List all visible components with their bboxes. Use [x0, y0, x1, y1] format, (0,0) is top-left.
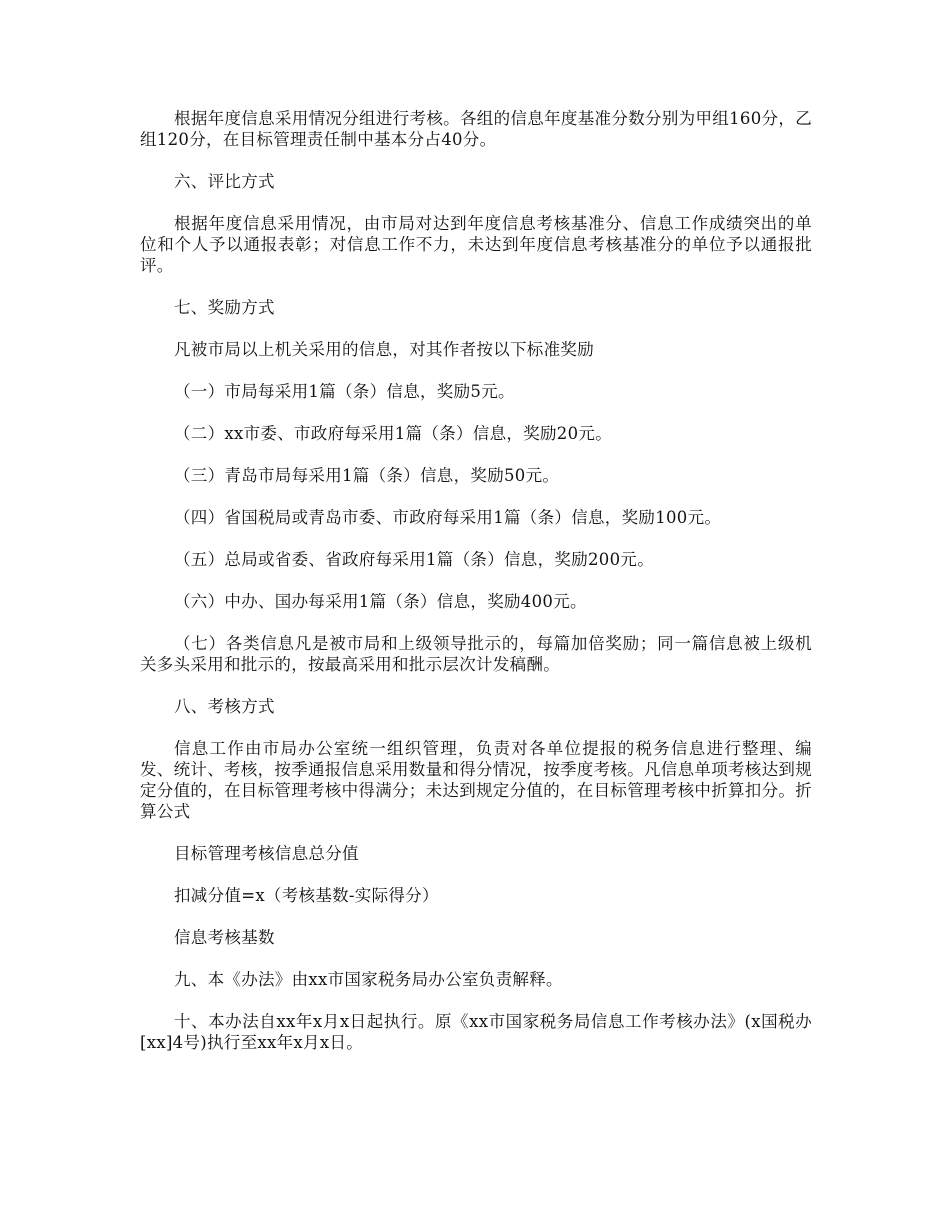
paragraph-assessment: 信息工作由市局办公室统一组织管理，负责对各单位提报的税务信息进行整理、编发、统计、考核，按季通报信息采用数量和得分情况，按季度考核。凡信息单项考核达到规定分值的，在目标管理考核中得满分；未达到规定分值的，在目标管理考核中折算扣分。折算公式 — [140, 739, 812, 821]
formula-total-score: 目标管理考核信息总分值 — [174, 844, 359, 863]
heading-reward-method: 七、奖励方式 — [174, 298, 275, 317]
reward-item-7: （七）各类信息凡是被市局和上级领导批示的，每篇加倍奖励；同一篇信息被上级机关多头采用和批示的，按最高采用和批示层次计发稿酬。 — [140, 634, 812, 674]
reward-item-5: （五）总局或省委、省政府每采用1篇（条）信息，奖励200元。 — [174, 550, 654, 569]
paragraph-reward-intro: 凡被市局以上机关采用的信息，对其作者按以下标准奖励 — [174, 340, 594, 359]
heading-assessment-method: 八、考核方式 — [174, 697, 275, 716]
paragraph-scoring-groups: 根据年度信息采用情况分组进行考核。各组的信息年度基准分数分别为甲组160分，乙组120分，在目标管理责任制中基本分占40分。 — [140, 109, 812, 149]
document-page — [140, 108, 812, 1074]
reward-item-1: （一）市局每采用1篇（条）信息，奖励5元。 — [174, 382, 515, 401]
heading-evaluation-method: 六、评比方式 — [174, 172, 275, 191]
formula-base: 信息考核基数 — [174, 928, 275, 947]
paragraph-effective-date: 十、本办法自xx年x月x日起执行。原《xx市国家税务局信息工作考核办法》(x国税办[xx]4号)执行至xx年x月x日。 — [140, 1012, 812, 1052]
paragraph-evaluation: 根据年度信息采用情况，由市局对达到年度信息考核基准分、信息工作成绩突出的单位和个人予以通报表彰；对信息工作不力，未达到年度信息考核基准分的单位予以通报批评。 — [140, 214, 812, 275]
reward-item-3: （三）青岛市局每采用1篇（条）信息，奖励50元。 — [174, 466, 560, 485]
paragraph-interpretation: 九、本《办法》由xx市国家税务局办公室负责解释。 — [174, 970, 563, 989]
reward-item-4: （四）省国税局或青岛市委、市政府每采用1篇（条）信息，奖励100元。 — [174, 508, 722, 527]
formula-deduction: 扣减分值=x（考核基数-实际得分） — [174, 886, 439, 905]
reward-item-2: （二）xx市委、市政府每采用1篇（条）信息，奖励20元。 — [174, 424, 613, 443]
reward-item-6: （六）中办、国办每采用1篇（条）信息，奖励400元。 — [174, 592, 587, 611]
